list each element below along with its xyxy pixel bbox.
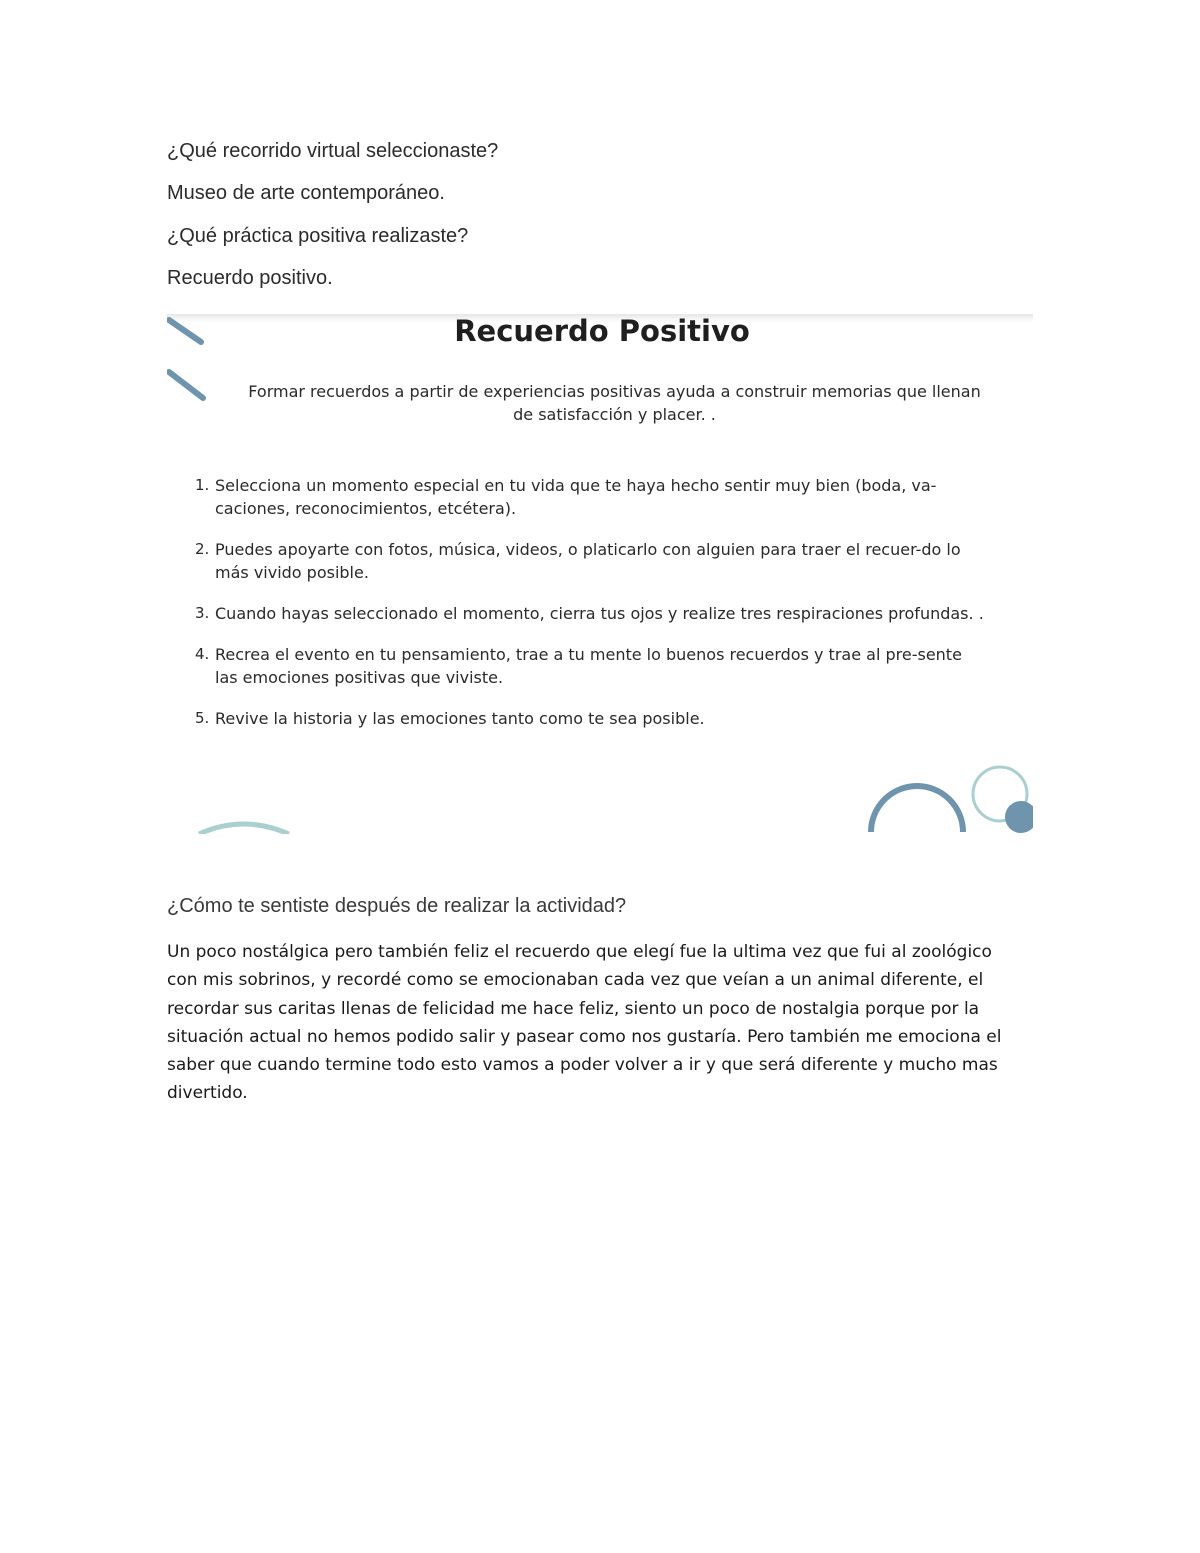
step-number: 1. — [195, 476, 210, 494]
blue-arc-icon — [871, 786, 963, 832]
answer-positive-practice: Recuerdo positivo. — [167, 267, 333, 289]
list-item — [195, 602, 985, 625]
step-text: Recrea el evento en tu pensamiento, trae a tu mente lo buenos recuerdos y trae al pre-sente las emociones positivas que viviste. — [215, 645, 962, 687]
blue-dot-icon — [1005, 801, 1033, 833]
card-title: Recuerdo Positivo — [454, 314, 750, 348]
step-number: 5. — [195, 709, 210, 727]
step-number: 4. — [195, 645, 210, 663]
step-text: Cuando hayas seleccionado el momento, cierra tus ojos y realize tres respiraciones profundas. . — [215, 604, 984, 623]
decorative-stroke-middle-icon — [169, 372, 203, 398]
step-number: 2. — [195, 540, 210, 558]
list-item — [195, 474, 985, 520]
step-text: Revive la historia y las emociones tanto como te sea posible. — [215, 709, 705, 728]
recuerdo-positivo-image — [167, 314, 1033, 834]
steps-list — [195, 474, 985, 748]
step-text: Puedes apoyarte con fotos, música, videos, o platicarlo con alguien para traer el recuer-do lo más vivido posible. — [215, 540, 961, 582]
answer-feeling: Un poco nostálgica pero también feliz el recuerdo que elegí fue la ultima vez que fui al zoológico con mis sobrinos, y recordé como se emocionaban cada vez que veían a un animal diferente, el recordar sus caritas llenas de felicidad me hace feliz, siento un poco de nostalgia porque por la situación actual no hemos podido salir y pasear como nos gustaría. Pero también me emociona el saber que cuando termine todo esto vamos a poder volver a ir y que será diferente y mucho mas divertido. — [167, 942, 1002, 1104]
list-item — [195, 538, 985, 584]
question-feeling: ¿Cómo te sentiste después de realizar la actividad? — [167, 895, 627, 917]
answer-virtual-tour: Museo de arte contemporáneo. — [167, 182, 445, 204]
list-item — [195, 643, 985, 689]
question-virtual-tour: ¿Qué recorrido virtual seleccionaste? — [167, 140, 499, 162]
card-intro: Formar recuerdos a partir de experiencias positivas ayuda a construir memorias que llenan de satisfacción y placer. . — [248, 382, 981, 424]
list-item — [195, 707, 985, 730]
question-positive-practice: ¿Qué práctica positiva realizaste? — [167, 225, 469, 247]
teal-arc-icon — [199, 824, 289, 834]
step-text: Selecciona un momento especial en tu vida que te haya hecho sentir muy bien (boda, va-caciones, reconocimientos, etcétera). — [215, 476, 937, 518]
step-number: 3. — [195, 604, 210, 622]
